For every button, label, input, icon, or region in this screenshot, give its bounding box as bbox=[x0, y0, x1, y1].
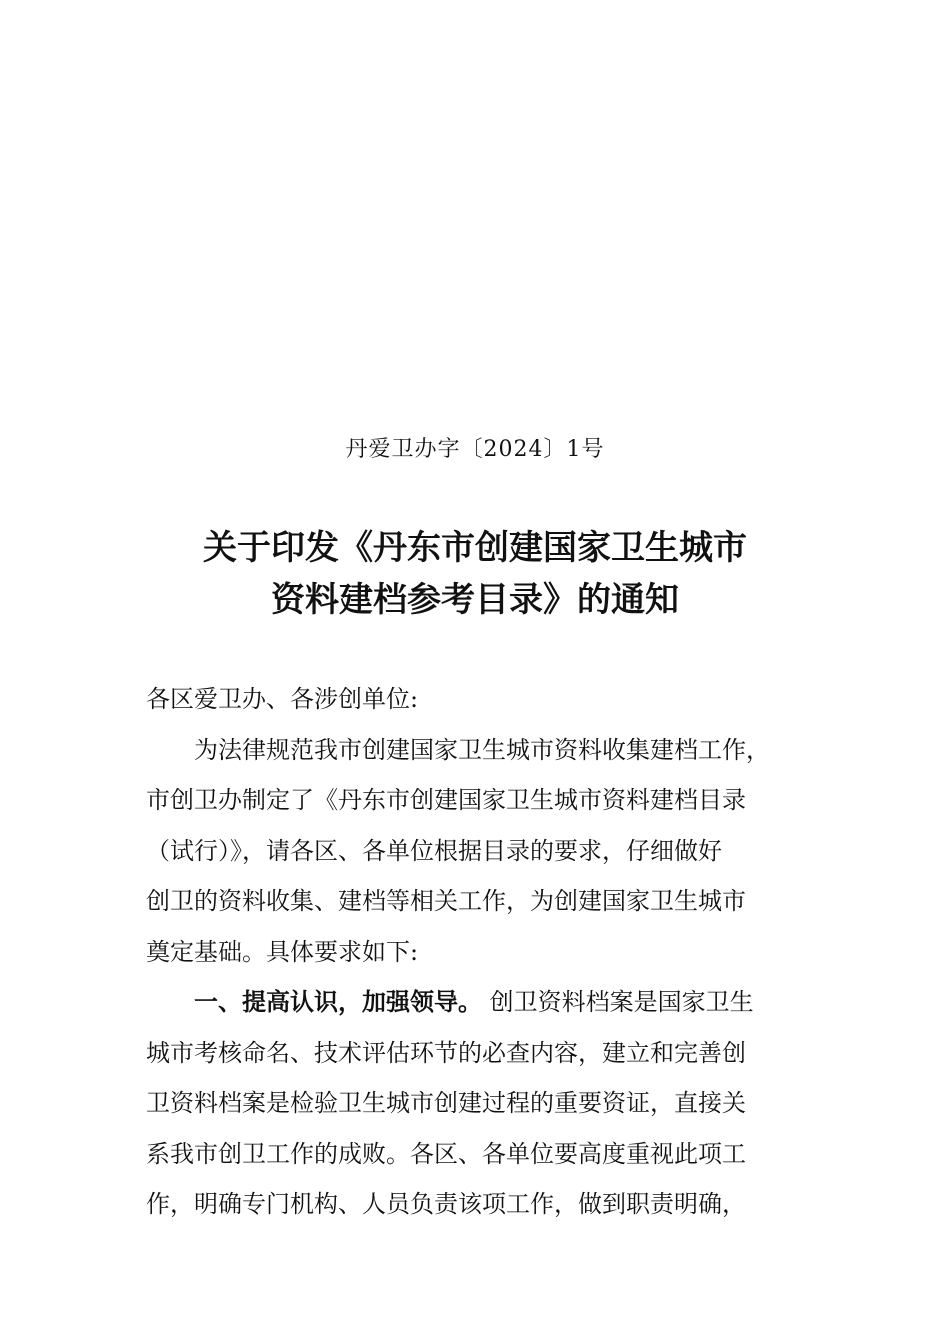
paragraph-1-line-2: 市创卫办制定了《丹东市创建国家卫生城市资料建档目录 bbox=[146, 786, 746, 814]
section-1-first-line-text: 创卫资料档案是国家卫生 bbox=[482, 988, 754, 1016]
section-1-line-3: 卫资料档案是检验卫生城市创建过程的重要资证，直接关 bbox=[146, 1089, 746, 1117]
section-1-heading: 一、提高认识，加强领导。 bbox=[194, 988, 482, 1016]
section-1-first-line bbox=[146, 977, 796, 1028]
paragraph-1-line-5: 奠定基础。具体要求如下: bbox=[146, 937, 419, 966]
salutation: 各区爱卫办、各涉创单位: bbox=[146, 685, 419, 713]
document-body bbox=[146, 674, 796, 1230]
document-number: 丹爱卫办字〔2024〕1号 bbox=[345, 437, 605, 462]
section-1-line-2: 城市考核命名、技术评估环节的必查内容，建立和完善创 bbox=[146, 1038, 746, 1067]
section-1-line-5: 作，明确专门机构、人员负责该项工作，做到职责明确， bbox=[146, 1190, 746, 1218]
title-line-2: 资料建档参考目录》的通知 bbox=[271, 580, 679, 620]
document-title bbox=[0, 522, 950, 626]
paragraph-1-line-4: 创卫的资料收集、建档等相关工作，为创建国家卫生城市 bbox=[146, 887, 746, 915]
section-1-line-4: 系我市创卫工作的成败。各区、各单位要高度重视此项工 bbox=[146, 1139, 746, 1168]
paragraph-1-line-1: 为法律规范我市创建国家卫生城市资料收集建档工作， bbox=[194, 735, 770, 764]
title-line-1: 关于印发《丹东市创建国家卫生城市 bbox=[203, 528, 747, 568]
paragraph-1-line-3: （试行）》，请各区、各单位根据目录的要求，仔细做好 bbox=[146, 836, 722, 865]
